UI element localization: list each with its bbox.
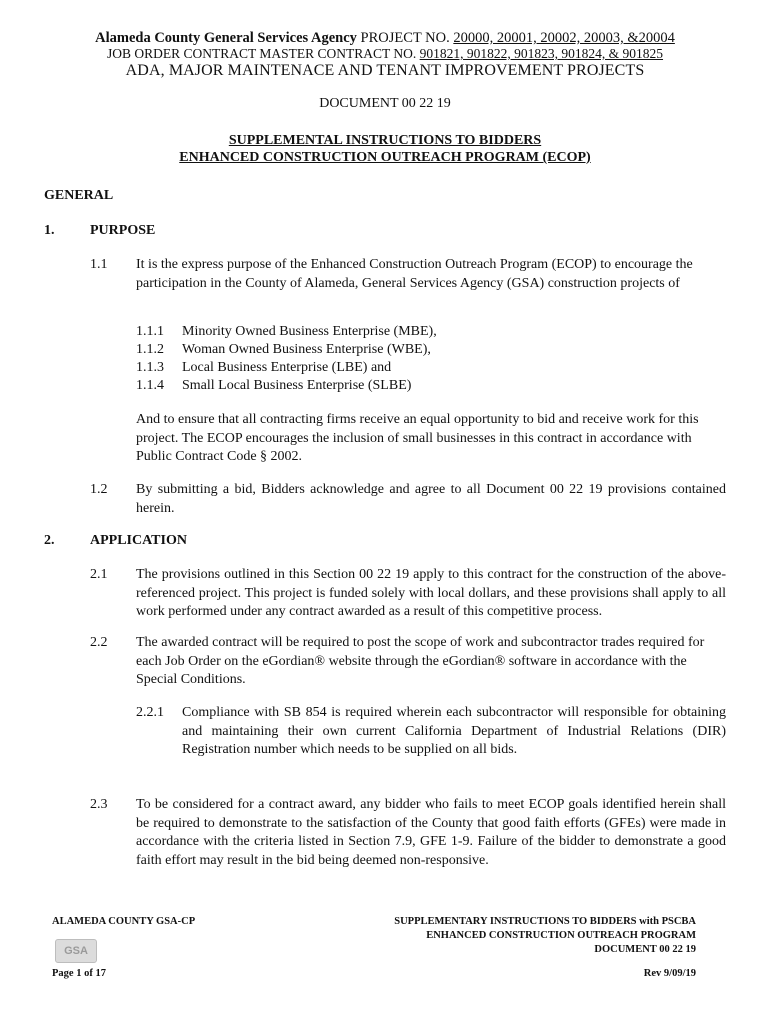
para-2-2-number: 2.2 <box>90 635 108 650</box>
para-2-3-text: To be considered for a contract award, any bidder who fails to meet ECOP goals identified herein shall be required to demonstrate to the satisfaction of the County that good faith efforts (GFEs) were made in accordance with the criteria listed in Section 7.9, GFE 1-9. Failure of the bidder to demonstrate a good faith effort may result in the bid being deemed non-responsive. <box>136 797 726 868</box>
header-contract-line <box>0 46 770 62</box>
footer-doc-title-line1: SUPPLEMENTARY INSTRUCTIONS TO BIDDERS with PSCBA <box>394 916 696 927</box>
document-title-line2: ENHANCED CONSTRUCTION OUTREACH PROGRAM (ECOP) <box>179 150 591 165</box>
project-numbers: 20000, 20001, 20002, 20003, &20004 <box>453 30 675 46</box>
header-projects-line: ADA, MAJOR MAINTENACE AND TENANT IMPROVEMENT PROJECTS <box>125 62 645 79</box>
para-2-1-text: The provisions outlined in this Section 00 22 19 apply to this contract for the construction of the above-referenced project. This project is funded solely with local dollars, and these provisions shall apply to all work performed under any contract awarded as a result of this competitive process. <box>136 567 726 619</box>
list-item <box>136 377 411 396</box>
list-item <box>136 323 437 342</box>
list-item-number: 1.1.4 <box>136 378 164 393</box>
general-heading: GENERAL <box>44 188 114 203</box>
list-item-text: Local Business Enterprise (LBE) and <box>182 360 392 375</box>
section-1-title: PURPOSE <box>90 223 156 238</box>
list-item-number: 1.1.1 <box>136 324 164 339</box>
para-1-1-text: It is the express purpose of the Enhanced Construction Outreach Program (ECOP) to encourage the participation in the County of Alameda, General Services Agency (GSA) construction projects of <box>136 257 693 291</box>
footer-doc-number: DOCUMENT 00 22 19 <box>594 944 696 955</box>
gsa-logo: GSA <box>55 939 97 963</box>
document-title-line1: SUPPLEMENTAL INSTRUCTIONS TO BIDDERS <box>228 133 542 148</box>
para-1-1-number: 1.1 <box>90 257 108 272</box>
list-item-number: 1.1.2 <box>136 342 164 357</box>
para-2-2-1-number: 2.2.1 <box>136 705 164 720</box>
contract-prefix: JOB ORDER CONTRACT MASTER CONTRACT NO. <box>106 46 420 61</box>
para-1-2-text: By submitting a bid, Bidders acknowledge and agree to all Document 00 22 19 provisions contained herein. <box>136 482 726 516</box>
list-item-text: Woman Owned Business Enterprise (WBE), <box>182 342 431 357</box>
section-2-title: APPLICATION <box>90 533 187 548</box>
list-item-text: Small Local Business Enterprise (SLBE) <box>182 378 412 393</box>
para-2-2-text: The awarded contract will be required to post the scope of work and subcontractor trades required for each Job Order on the eGordian® website through the eGordian® software in accordance with the Special Conditions. <box>136 635 705 687</box>
list-item <box>136 359 391 378</box>
list-item-number: 1.1.3 <box>136 360 164 375</box>
list-item <box>136 341 431 360</box>
agency-name: Alameda County General Services Agency <box>95 30 357 46</box>
document-number: DOCUMENT 00 22 19 <box>319 96 451 111</box>
contract-numbers: 901821, 901822, 901823, 901824, & 901825 <box>419 46 664 61</box>
section-2-number: 2. <box>44 533 55 548</box>
footer-org: ALAMEDA COUNTY GSA-CP <box>52 916 196 927</box>
project-prefix: PROJECT NO. <box>356 30 454 46</box>
section-1-number: 1. <box>44 223 55 238</box>
footer-revision: Rev 9/09/19 <box>643 968 696 979</box>
para-2-3-number: 2.3 <box>90 797 108 812</box>
footer-doc-title-line2: ENHANCED CONSTRUCTION OUTREACH PROGRAM <box>426 930 696 941</box>
para-2-2-1-text: Compliance with SB 854 is required wherein each subcontractor will responsible for obtaining and maintaining their own current California Department of Industrial Relations (DIR) Registration number which needs to be supplied on all bids. <box>182 705 726 757</box>
para-1-2-number: 1.2 <box>90 482 108 497</box>
footer-page-number: Page 1 of 17 <box>52 968 106 979</box>
header-project-line <box>0 30 770 47</box>
para-1-1-continuation: And to ensure that all contracting firms receive an equal opportunity to bid and receive work for this project. The ECOP encourages the inclusion of small businesses in this contract in accordance with Public Contract Code § 2002. <box>136 412 699 464</box>
list-item-text: Minority Owned Business Enterprise (MBE), <box>182 324 437 339</box>
para-2-1-number: 2.1 <box>90 567 108 582</box>
